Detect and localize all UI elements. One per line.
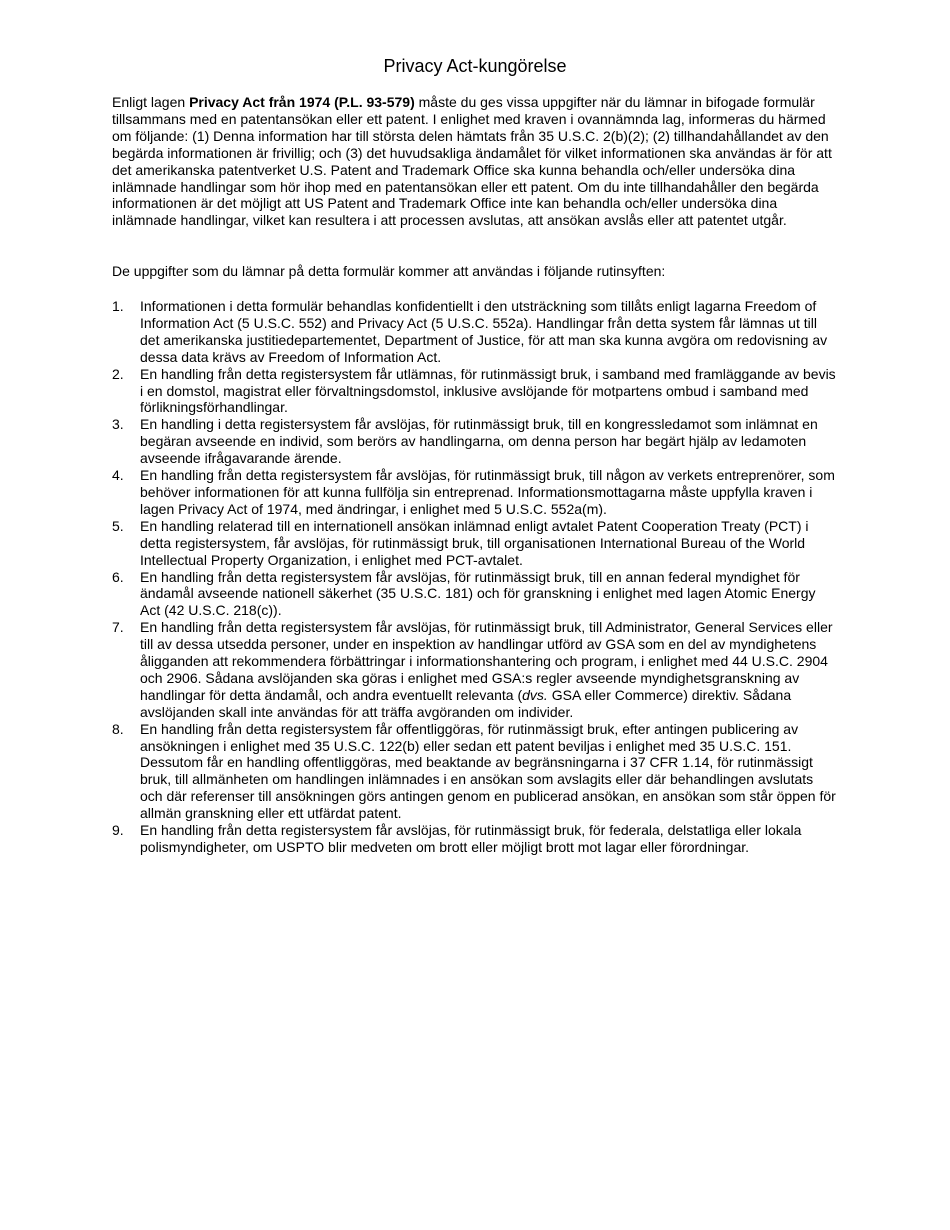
intro-paragraph [112,94,832,229]
item-number: 2. [112,365,124,382]
list-item [112,518,836,569]
item-text: En handling från detta registersystem får avslöjas, för rutinmässigt bruk, för federala, delstatliga eller lokala polismyndigheter, om USPTO blir medveten om brott eller möjligt brott mot lagar eller förordningar. [140,822,802,855]
item-text: En handling från detta registersystem får offentliggöras, för rutinmässigt bruk, efter antingen publicering av ansökningen i enlighet med 35 U.S.C. 122(b) eller sedan ett patent beviljas i enlighet med 35 U.S.C. 151. Dessutom får en handling offentliggöras, med beaktande av begränsningarna i 37 CFR 1.14, för rutinmässigt bruk, till allmänheten om handlingen inlämnades i en ansökan som avslagits eller där behandlingen avslutats och där referenser till ansökningen görs antingen genom en publicerad ansökan, en ansökan som står öppen för allmän granskning eller ett utfärdat patent. [140,720,836,822]
list-item [112,569,836,620]
item-text: En handling från detta registersystem får avslöjas, för rutinmässigt bruk, till någon av verkets entreprenörer, som behöver informationen för att kunna fullfölja sin entreprenad. Informationsmottagarna måste uppfylla kraven i lagen Privacy Act of 1974, med ändringar, i enlighet med 5 U.S.C. 552a(m). [140,467,835,517]
item-text: En handling från detta registersystem får avslöjas, för rutinmässigt bruk, till en annan federal myndighet för ändamål avseende nationell säkerhet (35 U.S.C. 181) och för granskning i enlighet med lagen Atomic Energy Act (42 U.S.C. 218(c)). [140,568,816,619]
routine-uses-lead: De uppgifter som du lämnar på detta formulär kommer att användas i följande rutinsyften: [112,263,666,279]
intro-act-name: Privacy Act från 1974 (P.L. 93-579) [189,94,415,110]
intro-prefix: Enligt lagen [112,94,190,110]
item-text: En handling relaterad till en internationell ansökan inlämnad enligt avtalet Patent Cooperation Treaty (PCT) i detta registersystem, får avslöjas, för rutinmässigt bruk, till organisationen International Bureau of the World Intellectual Property Organization, i enlighet med PCT-avtalet. [140,517,809,568]
item-number: 6. [112,568,124,585]
intro-body: måste du ges vissa uppgifter när du lämnar in bifogade formulär tillsammans med en patentansökan eller ett patent. I enlighet med kraven i ovannämnda lag, informeras du härmed om följande: (1) Denna information har till största delen hämtats från 35 U.S.C. 2(b)(2); (2) tillhandahållandet av den begärda informationen är frivillig; och (3) det huvudsakliga ändamålet för vilket informationen ska användas är för att det amerikanska patentverket U.S. Patent and Trademark Office ska kunna behandla och/eller undersöka dina inlämnade handlingar som hör ihop med en patentansökan eller ett patent. Om du inte tillhandahåller den begärda informationen är det möjligt att US Patent and Trademark Office inte kan behandla och/eller undersöka dina inlämnade handlingar, vilket kan resultera i att processen avslutas, att ansökan avslås eller att patentet utgår. [112,94,832,229]
item-number: 3. [112,416,124,433]
item-text: En handling från detta registersystem får utlämnas, för rutinmässigt bruk, i samband med framläggande av bevis i en domstol, magistrat eller förvaltningsdomstol, inklusive avslöjande för motpartens ombud i samband med förlikningsförhandlingar. [140,365,836,416]
list-item [112,721,836,822]
item-number: 1. [112,298,124,314]
list-item [112,366,836,417]
list-item [112,467,836,518]
item-text-after: GSA eller Commerce) direktiv. Sådana avslöjanden skall inte användas för att träffa avgöranden om individer. [140,686,792,720]
list-item [112,619,836,720]
list-item [112,298,836,366]
routine-uses-list [112,298,836,856]
item-text: Informationen i detta formulär behandlas konfidentiellt i den utsträckning som tillåts enligt lagarna Freedom of Information Act (5 U.S.C. 552) and Privacy Act (5 U.S.C. 552a). Handlingar från detta system får lämnas ut till det amerikanska justitiedepartementet, Department of Justice, för att man ska kunna avgöra om redovisning av dessa data krävs av Freedom of Information Act. [140,298,828,365]
list-item [112,822,836,856]
list-item [112,416,836,467]
page-title: Privacy Act-kungörelse [383,56,567,76]
item-text: En handling i detta registersystem får avslöjas, för rutinmässigt bruk, till en kongressledamot som inlämnat en begäran avseende en individ, som berörs av handlingarna, om denna person har begärt hjälp av ledamoten avseende ifrågavarande ärende. [140,416,818,467]
item-number: 4. [112,467,124,484]
item-text-before: En handling från detta registersystem får avslöjas, för rutinmässigt bruk, till Administrator, General Services eller till av dessa utsedda personer, under en inspektion av handlingar utförd av GSA som en del av myndighetens åligganden att rekommendera förbättringar i informationshantering och program, i enlighet med 44 U.S.C. 2904 och 2906. Sådana avslöjanden ska göras i enlighet med GSA:s regler avseende myndighetsgranskning av handlingar för detta ändamål, och andra eventuellt relevanta ( [140,619,833,703]
item-number: 7. [112,619,124,636]
item-number: 5. [112,517,124,534]
item-number: 9. [112,822,124,839]
item-number: 8. [112,720,124,737]
item-text-italic: dvs. [522,686,548,703]
